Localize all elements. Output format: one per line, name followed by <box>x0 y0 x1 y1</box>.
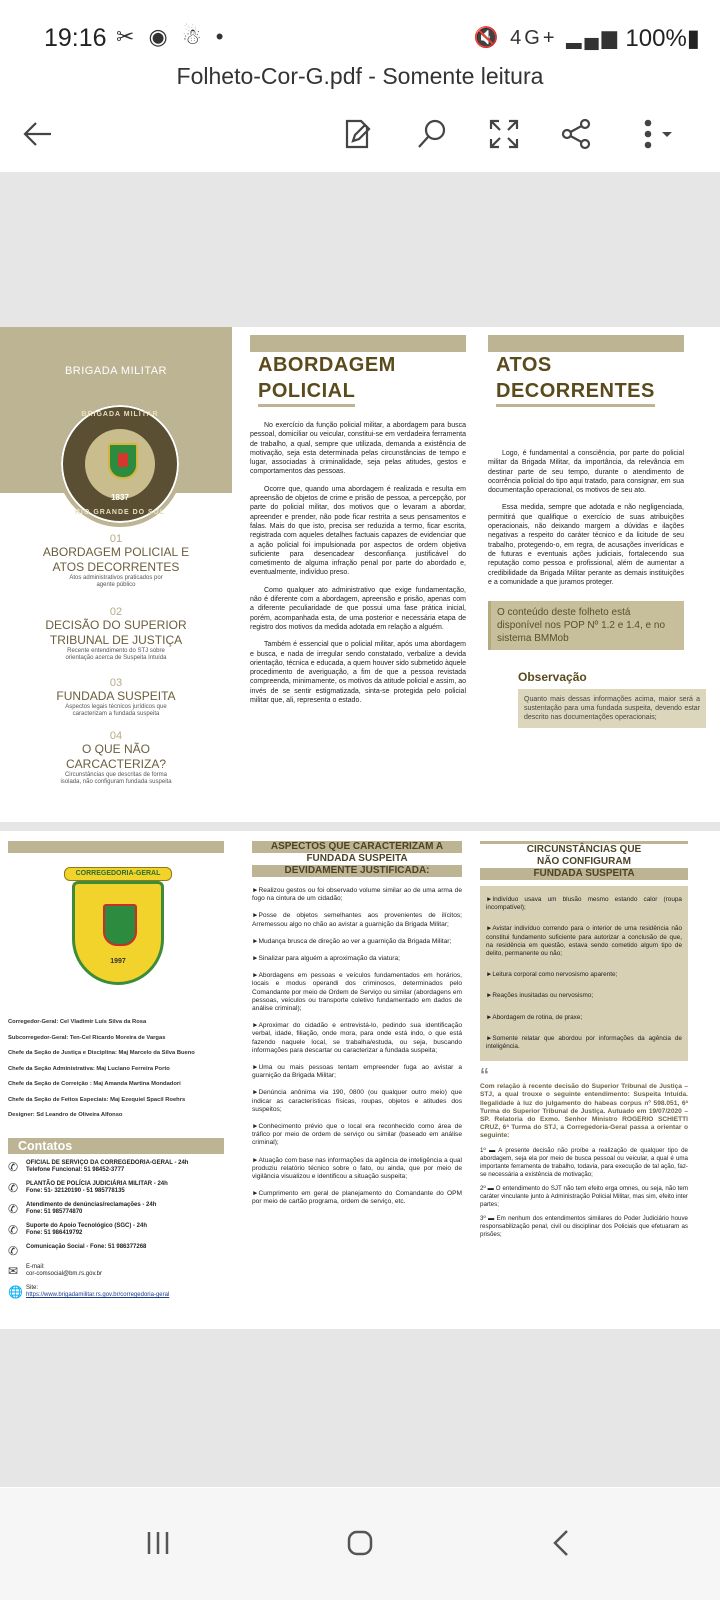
edit-icon[interactable] <box>332 108 384 160</box>
toc-item <box>0 730 232 786</box>
pdf-page-2 <box>0 831 720 1329</box>
email-icon: ✉ <box>8 1263 19 1278</box>
bullet-list <box>252 887 462 1207</box>
title-line: ATOS <box>496 354 552 376</box>
status-bar <box>0 0 720 56</box>
list-item: 1º ▬ A presente decisão não proíbe a realização de qualquer tipo de abordagem, seja ela por meio de busca pessoal ou veicular, a qual é uma importante ferramenta de trabalho, todavia, para execução de tal ação, faz-se necessária a existência de motivação; <box>480 1146 688 1178</box>
back-nav-icon[interactable] <box>532 1518 592 1568</box>
app-toolbar <box>0 100 720 170</box>
list-item: ►Sinalizar para alguém a aproximação da viatura; <box>252 955 401 963</box>
contact-label: PLANTÃO DE POLÍCIA JUDICIÁRIA MILITAR - 24h <box>26 1180 168 1187</box>
phone-icon: ✆ <box>8 1159 19 1174</box>
staff-line: Subcorregedor-Geral: Ten-Cel Ricardo Moreira de Vargas <box>8 1034 166 1041</box>
contact-item[interactable] <box>8 1285 224 1300</box>
list-item: ►Reações inusitadas ou nervosismo; <box>486 992 594 1000</box>
brigada-label: BRIGADA MILITAR <box>64 365 168 377</box>
corregedoria-badge-icon <box>66 867 170 989</box>
list-item: ►Aproximar do cidadão e entrevistá-lo, pedindo sua identificação verbal, idade, filiação, onde mora, para onde está indo, o que está fazendo naquele local, se trabalha/estuda, ou seja, buscando informações para descartar ou caracterizar a fundada suspeita; <box>252 1022 462 1054</box>
toc-title: O QUE NÃO CARCACTERIZA? <box>65 742 166 771</box>
battery-icon: 100%▮ <box>625 25 700 52</box>
quote-icon: “ <box>480 1065 489 1086</box>
badge-ribbon: CORREGEDORIA-GERAL <box>64 867 172 881</box>
title-line: ABORDAGEM <box>258 354 396 376</box>
site-link[interactable]: https://www.brigadamilitar.rs.gov.br/corregedoria-geral <box>26 1292 170 1298</box>
header-bar <box>488 335 684 352</box>
staff-line: Chefe da Seção Administrativa: Maj Luciano Ferreira Porto <box>8 1065 170 1072</box>
section-title <box>488 352 684 407</box>
header-line: CIRCUNSTÂNCIAS QUE <box>526 844 642 855</box>
toc-title: FUNDADA SUSPEITA <box>56 689 176 703</box>
toc-title: ABORDAGEM POLICIAL E ATOS DECORRENTES <box>42 545 190 574</box>
list-item: ►Avistar indivíduo correndo para o interior de uma residência não constitui fundamento suficiente para autorizar a conclusão de que, na residência em questão, estava sendo cometido algum tipo de delito, permanente ou não; <box>486 925 682 958</box>
list-item: ►Uma ou mais pessoas tentam empreender fuga ao avistar a guarnição da Brigada Militar; <box>252 1064 462 1080</box>
toc-number: 01 <box>109 533 123 545</box>
search-icon[interactable] <box>406 108 458 160</box>
fullscreen-icon[interactable] <box>478 108 530 160</box>
toc-item <box>0 533 232 589</box>
contact-label: E-mail: <box>26 1263 45 1270</box>
paragraph: Ocorre que, quando uma abordagem é realizada e resulta em apreensão de objetos de crime e prisão de pessoa, a percepção, por parte do policial militar, dos motivos que o levaram a abordar, apreender e prender, não pode ficar restrita a seus pensamentos e falas. Mais do que isto, precisa ser reduzida a termo, ficar escrita, registrada com aqueles detalhes factuais capazes de evidenciar que a ação policial foi impulsionada por aspectos de ordem objetiva suficiente para desencadear desconfiança justificável do cometimento de alguma infração penal por parte do abordado e, eventualmente, indivíduo preso. <box>250 485 466 577</box>
recent-apps-icon[interactable] <box>128 1518 188 1568</box>
header-line: FUNDADA SUSPEITA <box>306 853 408 864</box>
contact-value: Fone: 51 986419792 <box>26 1230 83 1236</box>
list-item: 2º ▬ O entendimento do SJT não tem efeito erga omnes, ou seja, não tem caráter vinculante junto à Administração Policial Militar, mas sim, efeito inter partes; <box>480 1184 688 1208</box>
notification-icons: ✂ ◉ ☃ • <box>116 24 228 49</box>
list-item: ►Indivíduo usava um blusão mesmo estando calor (roupa incompatível); <box>486 896 682 912</box>
header-line: DEVIDAMENTE JUSTIFICADA: <box>252 865 462 877</box>
contact-value: Telefone Funcional: 51 98452-3777 <box>26 1167 125 1173</box>
email-link[interactable]: cor-comsocial@bm.rs.gov.br <box>26 1271 102 1277</box>
paragraph: No exercício da função policial militar, a abordagem para busca pessoal, domiciliar ou veicular, constitui-se em verdadeira ferramenta de trabalho, a qual, sempre que utilizada, demanda a existência de motivação, seja esta determinada pelas circunstâncias de tempo e lugar, associadas à criminalidade, seja pelas atitudes, gestos e comportamentos das pessoas. <box>250 422 466 476</box>
contacts-title: Contatos <box>8 1138 224 1154</box>
staff-line: Chefe da Seção de Feitos Especiais: Maj Ezequiel Spacil Roehrs <box>8 1096 186 1103</box>
contact-value: Fone: 51- 32120190 - 51 985778135 <box>26 1188 125 1194</box>
back-arrow-icon[interactable] <box>12 108 64 160</box>
phone-icon: ✆ <box>8 1201 19 1216</box>
staff-line: Chefe da Seção de Justiça e Disciplina: Maj Marcelo da Silva Bueno <box>8 1050 195 1056</box>
paragraph: Também é essencial que o policial militar, após uma abordagem e busca, e nada de irregular sendo constatado, verbalize a devida orientação, técnica e educada, a quem houver sido submetido àquele procedimento de averiguação, a fim de que a pessoa revistada compreenda, minimamente, os motivos da atitude policial e assim, ao invés de se sentir estigmatizada, sinta-se protegida pelo policial militar que, ali, representa o estado. <box>250 641 466 705</box>
header-line: FUNDADA SUSPEITA <box>480 868 688 880</box>
cover-column <box>0 327 232 822</box>
toc-number: 02 <box>109 606 123 618</box>
list-item: ►Conhecimento prévio que o local era reconhecido como área de tráfico por meio de ordem de serviço ou similar (baseado em análise criminal); <box>252 1123 462 1147</box>
section-title <box>250 352 466 407</box>
corregedoria-column <box>8 841 224 1300</box>
abordagem-column <box>250 335 466 705</box>
toc-number: 03 <box>109 677 123 689</box>
toc-item <box>0 677 232 718</box>
list-item: ►Denúncia anônima via 190, 0800 (ou qualquer outro meio) que indicar as características físicas, roupas, objetos e atitudes dos suspeitos; <box>252 1089 462 1113</box>
contact-item <box>8 1223 224 1238</box>
paragraph: Como qualquer ato administrativo que exige fundamentação, não é diferente com a abordagem, apreensão e prisão, apenas com a diferente peculiaridade de que possui uma fase prática inicial, porém, acompanhada esta, de uma posterior e necessária etapa de registro dos motivos da medida adotada em relação a alguém. <box>250 586 466 631</box>
paragraph: Logo, é fundamental a consciência, por parte do policial militar da Brigada Militar, da importância, da relevância em destinar parte de seu tempo, durante o atendimento de ocorrência policial do tipo aqui tratado, para consignar, em sua documentação operacional, os motivos de seu ato. <box>488 450 684 495</box>
contact-item <box>8 1181 224 1196</box>
pop-callout: O conteúdo deste folheto está disponível nos POP Nº 1.2 e 1.4, e no sistema BMMob <box>488 601 684 650</box>
header-line: ASPECTOS QUE CARACTERIZAM A <box>252 841 462 853</box>
circumstances-box <box>480 886 688 1061</box>
staff-line: Corregedor-Geral: Cel Vladimir Luís Silva da Rosa <box>8 1019 147 1025</box>
brigada-seal-icon <box>57 401 183 527</box>
document-title: Folheto-Cor-G.pdf - Somente leitura <box>176 63 544 89</box>
contact-label: Suporte do Apoio Tecnológico (SGC) - 24h <box>26 1222 147 1229</box>
contact-value: Fone: 51 985774870 <box>26 1209 83 1215</box>
header-bar <box>8 841 224 853</box>
stj-decision-text: Com relação à recente decisão do Superior Tribunal de Justiça – STJ, a qual trouxe o seguinte entendimento: Suspeita Intuída. Ilegalidade à luz do julgamento do habeas corpus nº 598.051, 6ª Turma do Superior Tribunal de Justiça. Autuado em 19/07/2020 – SP. Relatoria do Exmo. Senhor Ministro ROGERIO SCHIETTI CRUZ, 6ª Turma do STJ, a Corregedoria-Geral passa a orientar o seguinte: <box>480 1083 688 1140</box>
contact-label: Comunicação Social - Fone: 51 986377268 <box>26 1243 147 1250</box>
title-line: DECORRENTES <box>496 378 655 407</box>
list-item: ►Posse de objetos semelhantes aos provenientes de ilícitos; Arremessou algo no chão ao avistar a guarnição da Brigada Militar; <box>252 912 462 928</box>
phone-icon: ✆ <box>8 1222 19 1237</box>
toc-subtitle: Circunstâncias que descritas de forma isolada, não configuram fundada suspeita <box>60 772 172 785</box>
section-header <box>480 841 688 880</box>
section-header <box>252 841 462 877</box>
toc-subtitle: Aspectos legais técnicos jurídicos que caracterizam a fundada suspeita <box>65 704 167 717</box>
staff-list <box>8 1015 224 1124</box>
title-line: POLICIAL <box>258 378 355 407</box>
contact-label: OFICIAL DE SERVIÇO DA CORREGEDORIA-GERAL - 24h <box>26 1159 189 1166</box>
status-time: 19:16 <box>44 24 107 52</box>
staff-line: Chefe da Seção de Correição : Maj Amanda Martina Mondadori <box>8 1081 181 1087</box>
list-item: ►Abordagens em pessoas e veículos fundamentados em horários, locais e modus operandi dos criminosos, determinados pelo Comandante por meio de Ordem de Serviço ou similar (abordagens em pessoas, veículos ou transporte coletivo fundamentado em dados de análise criminal); <box>252 972 462 1013</box>
observation-text: Quanto mais dessas informações acima, maior será a sustentação para uma fundada suspeita, devendo estar descrito nas documentações operacionais; <box>518 689 706 728</box>
contact-item[interactable] <box>8 1264 224 1279</box>
staff-line: Designer: Sd Leandro de Oliveira Alfonso <box>8 1112 123 1118</box>
list-item: ►Cumprimento em geral de planejamento do Comandante do OPM por meio de cartão programa, ordem de serviço, etc. <box>252 1190 462 1206</box>
list-item: 3º ▬ Em nenhum dos entendimentos similares do Poder Judiciário houve responsabilização penal, civil ou disciplinar dos Policiais que efetuaram as prisões; <box>480 1214 688 1238</box>
phone-icon: ✆ <box>8 1243 19 1258</box>
toc-item <box>0 606 232 662</box>
toc-subtitle: Recente entendimento do STJ sobre orientação acerca de Suspeita Intuída <box>65 648 167 661</box>
share-icon[interactable] <box>550 108 602 160</box>
seal-year: 1837 <box>111 493 129 502</box>
contact-item <box>8 1244 224 1258</box>
list-item: ►Leitura corporal como nervosismo aparente; <box>486 971 618 979</box>
header-bar <box>250 335 466 352</box>
system-navigation-bar <box>0 1488 720 1600</box>
list-item: ►Atuação com base nas informações da agência de inteligência a qual produziu relatório técnico sobre o fato, ou ainda, que por meio de vigilância visualizou e identificou a situação suspeita; <box>252 1156 462 1181</box>
seal-bottom-text: RIO GRANDE DO SUL <box>74 509 166 516</box>
list-item: ►Abordagem de rotina, de praxe; <box>486 1013 583 1021</box>
observation-title: Observação <box>518 670 587 685</box>
more-options-icon[interactable] <box>628 108 688 160</box>
toc-number: 04 <box>109 730 123 742</box>
seal-top-text: BRIGADA MILITAR <box>81 411 159 418</box>
pdf-page-1 <box>0 327 720 822</box>
badge-year: 1997 <box>110 958 126 965</box>
list-item: ►Realizou gestos ou foi observado volume similar ao de uma arma de fogo na cintura de um cidadão; <box>252 887 462 903</box>
pdf-viewer[interactable] <box>0 172 720 1487</box>
fundada-suspeita-column <box>252 841 462 1216</box>
contact-label: Atendimento de denúncias/reclamações - 24h <box>26 1201 157 1208</box>
toc-subtitle: Atos administrativos praticados por agente público <box>69 575 163 588</box>
paragraph: Essa medida, sempre que adotada e não negligenciada, permitirá que qualifique o exercício de suas atribuições operacionais, não deixando margem a dúvidas e ilações negativas a respeito do caráter técnico e da licitude de seu trabalho, protegendo-o, em regra, de acusações inverídicas e de futuras e eventuais ações judiciais, fortalecendo sua reputação como pessoa e profissional, além de aumentar a credibilidade da Brigada Militar perante as demais instituições e a comunidade a que juramos proteger. <box>488 504 684 586</box>
stj-guidance-list <box>480 1147 688 1239</box>
list-item: ►Somente relatar que abordou por informações da agência de inteligência. <box>486 1034 682 1051</box>
contact-label: Site: <box>26 1284 39 1291</box>
contact-item <box>8 1202 224 1217</box>
signal-icons: 🔇 4G+ ▂▄▆ <box>473 27 620 49</box>
header-line: NÃO CONFIGURAM <box>537 856 631 867</box>
phone-icon: ✆ <box>8 1180 19 1195</box>
globe-icon: 🌐 <box>8 1284 23 1299</box>
nao-configuram-column <box>480 841 688 1245</box>
atos-column <box>488 335 700 728</box>
list-item: ►Mudança brusca de direção ao ver a guarnição da Brigada Militar; <box>252 937 452 945</box>
toc-title: DECISÃO DO SUPERIOR TRIBUNAL DE JUSTIÇA <box>45 618 187 647</box>
contact-item <box>8 1160 224 1175</box>
home-icon[interactable] <box>330 1518 390 1568</box>
